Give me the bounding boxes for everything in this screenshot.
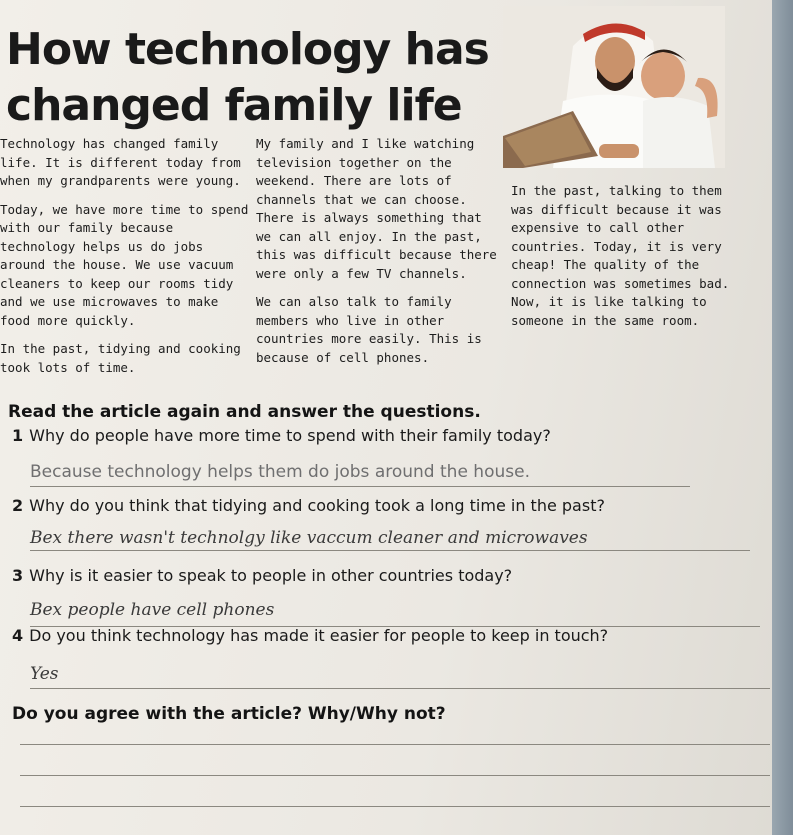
question-number: 1 xyxy=(12,426,24,445)
answer-line xyxy=(20,806,770,807)
question-text: Why do you think that tidying and cooking took a long time in the past? xyxy=(29,496,605,515)
page-edge xyxy=(772,0,793,835)
agree-question: Do you agree with the article? Why/Why not? xyxy=(12,704,446,724)
paragraph: Today, we have more time to spend with our family because technology helps us do jobs around the house. We use vacuum cleaners to keep our rooms tidy and we use microwaves to make food more quickly. xyxy=(0,201,249,328)
answer-line xyxy=(20,775,770,776)
question-1 xyxy=(12,426,551,445)
article-column-1 xyxy=(0,135,250,387)
article-title xyxy=(6,22,489,134)
question-text: Why do people have more time to spend with their family today? xyxy=(29,426,551,445)
answer-line xyxy=(30,486,690,487)
family-photo xyxy=(503,6,725,168)
exercise-heading: Read the article again and answer the questions. xyxy=(8,402,481,422)
paragraph: We can also talk to family members who live in other countries more easily. This is because of cell phones. xyxy=(256,294,482,365)
question-text: Do you think technology has made it easier for people to keep in touch? xyxy=(29,626,609,645)
article-column-3 xyxy=(511,182,751,340)
paragraph: Technology has changed family life. It is different today from when my grandparents were young. xyxy=(0,136,241,188)
question-number: 4 xyxy=(12,626,24,645)
answer-3[interactable]: Bex people have cell phones xyxy=(30,600,275,620)
paragraph: In the past, tidying and cooking took lots of time. xyxy=(0,341,241,375)
question-4 xyxy=(12,626,608,645)
answer-2[interactable]: Bex there wasn't technolgy like vaccum cleaner and microwaves xyxy=(30,528,588,548)
answer-4[interactable]: Yes xyxy=(30,664,59,684)
question-2 xyxy=(12,496,605,515)
paragraph: My family and I like watching television together on the weekend. There are lots of channels that we can choose. There is always something that we can all enjoy. In the past, this was difficult because there were only a few TV channels. xyxy=(256,136,497,281)
paragraph: In the past, talking to them was difficult because it was expensive to call other countries. Today, it is very cheap! The quality of the connection was sometimes bad. Now, it is like talking to someone in the same room. xyxy=(511,183,730,328)
photo-illustration xyxy=(503,6,725,168)
question-number: 2 xyxy=(12,496,24,515)
question-3 xyxy=(12,566,512,585)
title-line-1: How technology has xyxy=(6,24,489,75)
question-number: 3 xyxy=(12,566,24,585)
answer-line xyxy=(30,550,750,551)
answer-1[interactable]: Because technology helps them do jobs around the house. xyxy=(30,462,530,482)
question-text: Why is it easier to speak to people in other countries today? xyxy=(29,566,513,585)
title-line-2: changed family life xyxy=(6,80,462,131)
article-column-2 xyxy=(256,135,501,377)
answer-line xyxy=(20,744,770,745)
answer-line xyxy=(30,688,770,689)
